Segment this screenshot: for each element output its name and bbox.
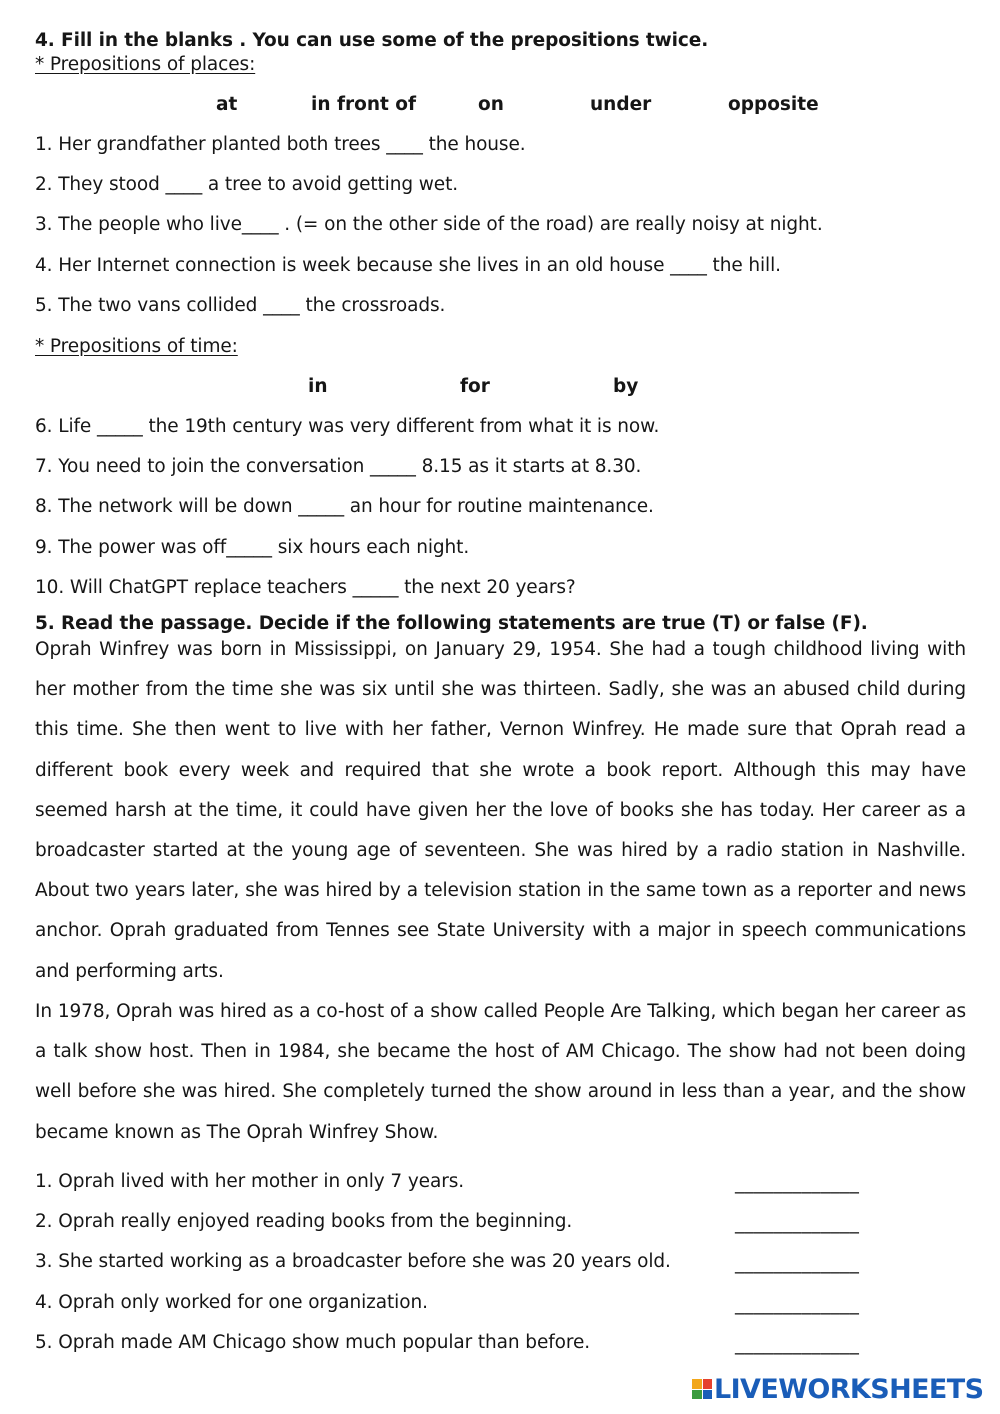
logo-square-3 [692,1390,702,1400]
section4-title: 4. Fill in the blanks . You can use some of the prepositions twice. [35,30,709,51]
places-heading: * Prepositions of places: [35,54,256,75]
statement-3: 3. She started working as a broadcaster before she was 20 years old. [35,1251,671,1272]
logo-text: LIVEWORKSHEETS [714,1373,984,1405]
logo-squares-icon [692,1379,712,1399]
word-by: by [613,376,639,397]
exercise-item-3[interactable]: 3. The people who live____ . (= on the other side of the road) are really noisy at night. [35,214,823,235]
word-on: on [478,94,504,115]
section5-title: 5. Read the passage. Decide if the following statements are true (T) or false (F). [35,613,868,634]
exercise-item-7[interactable]: 7. You need to join the conversation _____ 8.15 as it starts at 8.30. [35,456,642,477]
exercise-item-5[interactable]: 5. The two vans collided ____ the crossroads. [35,295,446,316]
passage-paragraph-2: In 1978, Oprah was hired as a co-host of a show called People Are Talking, which began her career as a talk show host. Then in 1984, she became the host of AM Chicago. The show had not been doing well before she was hired. She completely turned the show around in less than a year, and the show became known as The Oprah Winfrey Show. [35,1001,966,1143]
exercise-item-9[interactable]: 9. The power was off_____ six hours each night. [35,537,470,558]
exercise-item-10[interactable]: 10. Will ChatGPT replace teachers _____ the next 20 years? [35,577,576,598]
exercise-item-1[interactable]: 1. Her grandfather planted both trees ____ the house. [35,134,526,155]
answer-blank-2[interactable]: _____________ [735,1213,860,1234]
statement-4: 4. Oprah only worked for one organization. [35,1292,428,1313]
word-for: for [460,376,490,397]
passage-paragraph-1: Oprah Winfrey was born in Mississippi, on January 29, 1954. She had a tough childhood living with her mother from the time she was six until she was thirteen. Sadly, she was an abused child during this time. She then went to live with her father, Vernon Winfrey. He made sure that Oprah read a different book every week and required that she wrote a book report. Although this may have seemed harsh at the time, it could have given her the love of books she has today. Her career as a broadcaster started at the young age of seventeen. She was hired by a radio station in Nashville. About two years later, she was hired by a television station in the same town as a reporter and news anchor. Oprah graduated from Tennes see State University with a major in speech communications and performing arts. [35,639,966,982]
answer-blank-4[interactable]: _____________ [735,1294,860,1315]
word-at: at [216,94,238,115]
exercise-item-4[interactable]: 4. Her Internet connection is week because she lives in an old house ____ the hill. [35,255,781,276]
answer-blank-1[interactable]: _____________ [735,1173,860,1194]
exercise-item-2[interactable]: 2. They stood ____ a tree to avoid getting wet. [35,174,459,195]
statement-1: 1. Oprah lived with her mother in only 7 years. [35,1171,465,1192]
liveworksheets-logo[interactable] [692,1371,983,1407]
exercise-item-8[interactable]: 8. The network will be down _____ an hour for routine maintenance. [35,496,654,517]
logo-square-1 [692,1379,702,1389]
time-heading: * Prepositions of time: [35,336,238,357]
statement-5: 5. Oprah made AM Chicago show much popular than before. [35,1332,591,1353]
exercise-item-6[interactable]: 6. Life _____ the 19th century was very different from what it is now. [35,416,660,437]
word-opposite: opposite [728,94,819,115]
word-in-front-of: in front of [311,94,417,115]
word-under: under [590,94,652,115]
answer-blank-5[interactable]: _____________ [735,1334,860,1355]
answer-blank-3[interactable]: _____________ [735,1253,860,1274]
statement-2: 2. Oprah really enjoyed reading books from the beginning. [35,1211,573,1232]
word-in: in [308,376,328,397]
logo-square-2 [703,1379,713,1389]
logo-square-4 [703,1390,713,1400]
